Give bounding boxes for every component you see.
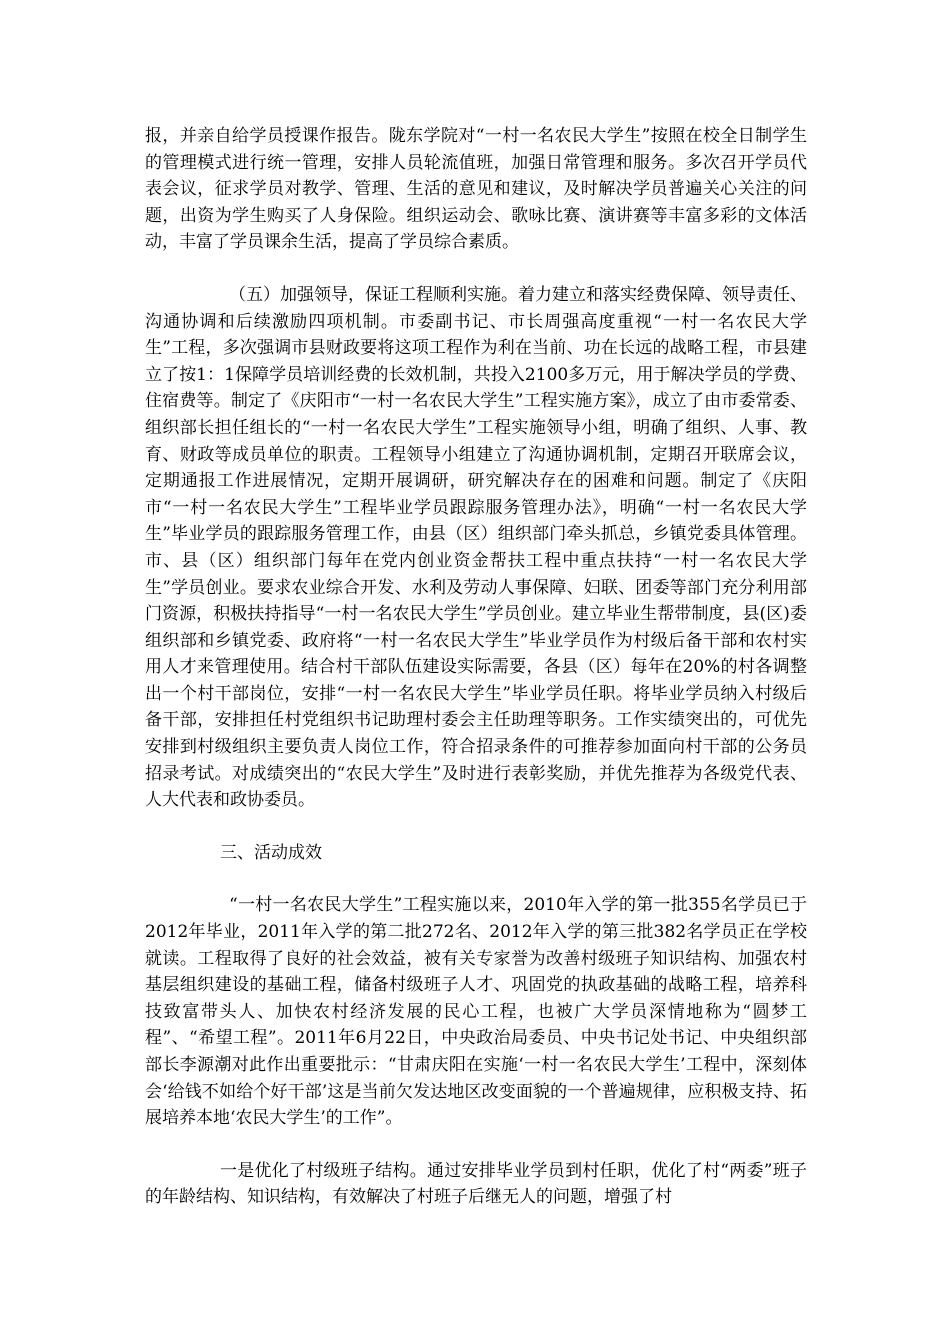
paragraph-2: （五）加强领导，保证工程顺利实施。着力建立和落实经费保障、领导责任、沟通协调和后续激励四项机制。市委副书记、市长周强高度重视“一村一名农民大学生”工程，多次强调市县财政要将这项工程作为利在当前、功在长远的战略工程，市县建立了按1：1保障学员培训经费的长效机制，共投入2100多万元，用于解决学员的学费、住宿费等。制定了《庆阳市“一村一名农民大学生”工程实施方案》，成立了由市委常委、组织部长担任组长的“一村一名农民大学生”工程实施领导小组，明确了组织、人事、教育、财政等成员单位的职责。工程领导小组建立了沟通协调机制，定期召开联席会议，定期通报工作进展情况，定期开展调研，研究解决存在的困难和问题。制定了《庆阳市“一村一名农民大学生”工程毕业学员跟踪服务管理办法》，明确“一村一名农民大学生”毕业学员的跟踪服务管理工作，由县（区）组织部门牵头抓总，乡镇党委具体管理。市、县（区）组织部门每年在党内创业资金帮扶工程中重点扶持“一村一名农民大学生”学员创业。要求农业综合开发、水利及劳动人事保障、妇联、团委等部门充分利用部门资源，积极扶持指导“一村一名农民大学生”学员创业。建立毕业生帮带制度，县(区)委组织部和乡镇党委、政府将“一村一名农民大学生”毕业学员作为村级后备干部和农村实用人才来管理使用。结合村干部队伍建设实际需要，各县（区）每年在20%的村各调整出一个村干部岗位，安排“一村一名农民大学生”毕业学员任职。将毕业学员纳入村级后备干部，安排担任村党组织书记助理村委会主任助理等职务。工作实绩突出的，可优先安排到村级组织主要负责人岗位工作，符合招录条件的可推荐参加面向村干部的公务员招录考试。对成绩突出的“农民大学生”及时进行表彰奖励，并优先推荐为各级党代表、人大代表和政协委员。 <box>145 284 807 811</box>
paragraph-1: 报，并亲自给学员授课作报告。陇东学院对“一村一名农民大学生”按照在校全日制学生的管理模式进行统一管理，安排人员轮流值班，加强日常管理和服务。多次召开学员代表会议，征求学员对教学、管理、生活的意见和建议，及时解决学员普遍关心关注的问题，出资为学生购买了人身保险。组织运动会、歌咏比赛、演讲赛等丰富多彩的文体活动，丰富了学员课余生活，提高了学员综合素质。 <box>145 126 807 253</box>
document-page <box>145 123 807 1211</box>
section-heading: 三、活动成效 <box>220 842 322 863</box>
paragraph-3: “一村一名农民大学生”工程实施以来，2010年入学的第一批355名学员已于2012年毕业，2011年入学的第二批272名、2012年入学的第三批382名学员正在学校就读。工程取得了良好的社会效益，被有关专家誉为改善村级班子知识结构、加强农村基层组织建设的基础工程，储备村级班子人才、巩固党的执政基础的战略工程，培养科技致富带头人、加快农村经济发展的民心工程，也被广大学员深情地称为“圆梦工程”、“希望工程”。2011年6月22日，中央政治局委员、中央书记处书记、中央组织部部长李源潮对此作出重要批示：“甘肃庆阳在实施‘一村一名农民大学生’工程中，深刻体会‘给钱不如给个好干部’这是当前欠发达地区改变面貌的一个普遍规律，应积极支持、拓展培养本地‘农民大学生’的工作”。 <box>145 895 807 1129</box>
paragraph-4: 一是优化了村级班子结构。通过安排毕业学员到村任职，优化了村“两委”班子的年龄结构、知识结构，有效解决了村班子后继无人的问题，增强了村 <box>145 1160 807 1208</box>
